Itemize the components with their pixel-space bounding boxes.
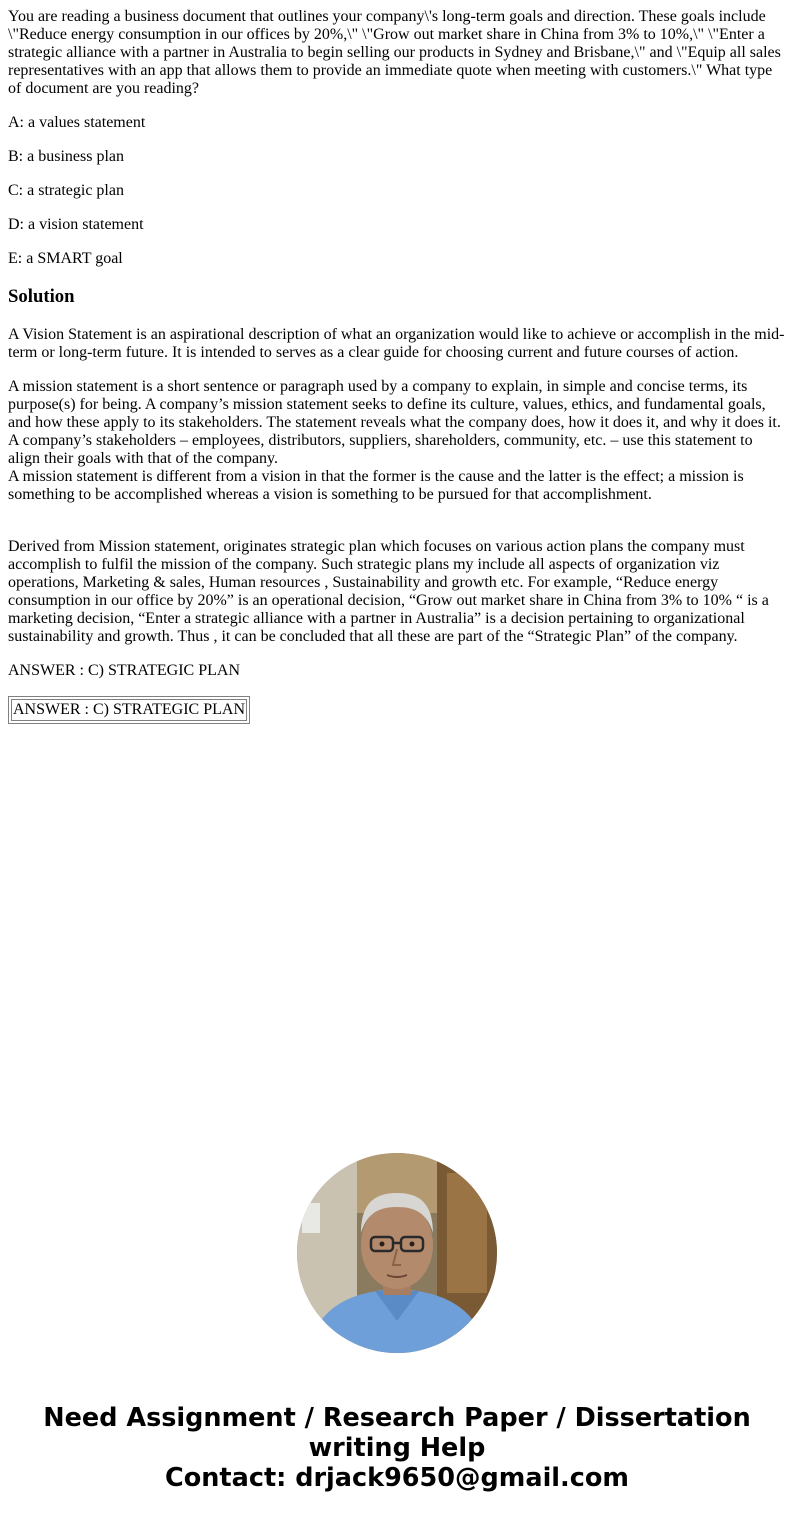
author-portrait-icon [297,1153,497,1353]
footer-line-1: Need Assignment / Research Paper / Dissertation [43,1403,751,1433]
answer-box-cell: ANSWER : C) STRATEGIC PLAN [11,699,247,721]
strategic-plan-paragraph: Derived from Mission statement, originates strategic plan which focuses on various action plans the company must accomplish to fulfil the mission of the company. Such strategic plans my include all aspects of organization viz operations, Marketing & sales, Human resources , Sustainability and growth etc. For example, “Reduce energy consumption in our office by 20%” is an operational decision, “Grow out market share in China from 3% to 10% “ is a marketing decision, “Enter a strategic alliance with a partner in Australia” is a decision pertaining to organizational sustainability and growth. Thus , it can be concluded that all these are part of the “Strategic Plan” of the company. [8,538,769,645]
vision-paragraph: A Vision Statement is an aspirational description of what an organization would like to achieve or accomplish in the mid-term or long-term future. It is intended to serves as a clear guide for choosing current and future courses of action. [8,326,785,361]
answer-box [8,696,250,724]
mission-definition: A mission statement is a short sentence or paragraph used by a company to explain, in simple and concise terms, its purpose(s) for being. A company’s mission statement seeks to define its culture, values, ethics, and fundamental goals, and how these apply to its stakeholders. The statement reveals what the company does, how it does it, and why it does it. A company’s stakeholders – employees, distributors, suppliers, shareholders, community, etc. – use this statement to align their goals with that of the company. [8,378,781,467]
option-d: D: a vision statement [8,216,144,233]
option-b: B: a business plan [8,148,124,165]
solution-heading: Solution [8,286,75,307]
option-c: C: a strategic plan [8,182,124,199]
document-body [8,8,786,724]
footer-line-2: writing Help [308,1433,486,1463]
mission-paragraph [8,378,786,504]
option-a: A: a values statement [8,114,146,131]
mission-vs-vision: A mission statement is different from a vision in that the former is the cause and the latter is the effect; a mission is something to be accomplished whereas a vision is something to be pursued for that accomplishment. [8,468,744,503]
question-text: You are reading a business document that outlines your company\'s long-term goals and direction. These goals include \"Reduce energy consumption in our offices by 20%,\" \"Grow out market share in China from 3% to 10%,\" \"Enter a strategic alliance with a partner in Australia to begin selling our products in Sydney and Brisbane,\" and \"Equip all sales representatives with an app that allows them to provide an immediate quote when meeting with customers.\" What type of document are you reading? [8,8,781,97]
footer-contact [0,1403,794,1493]
answer-text: ANSWER : C) STRATEGIC PLAN [8,662,241,679]
author-avatar [297,1153,497,1353]
footer-contact-email: Contact: drjack9650@gmail.com [165,1463,629,1493]
option-e: E: a SMART goal [8,250,123,267]
spacer [8,520,786,538]
